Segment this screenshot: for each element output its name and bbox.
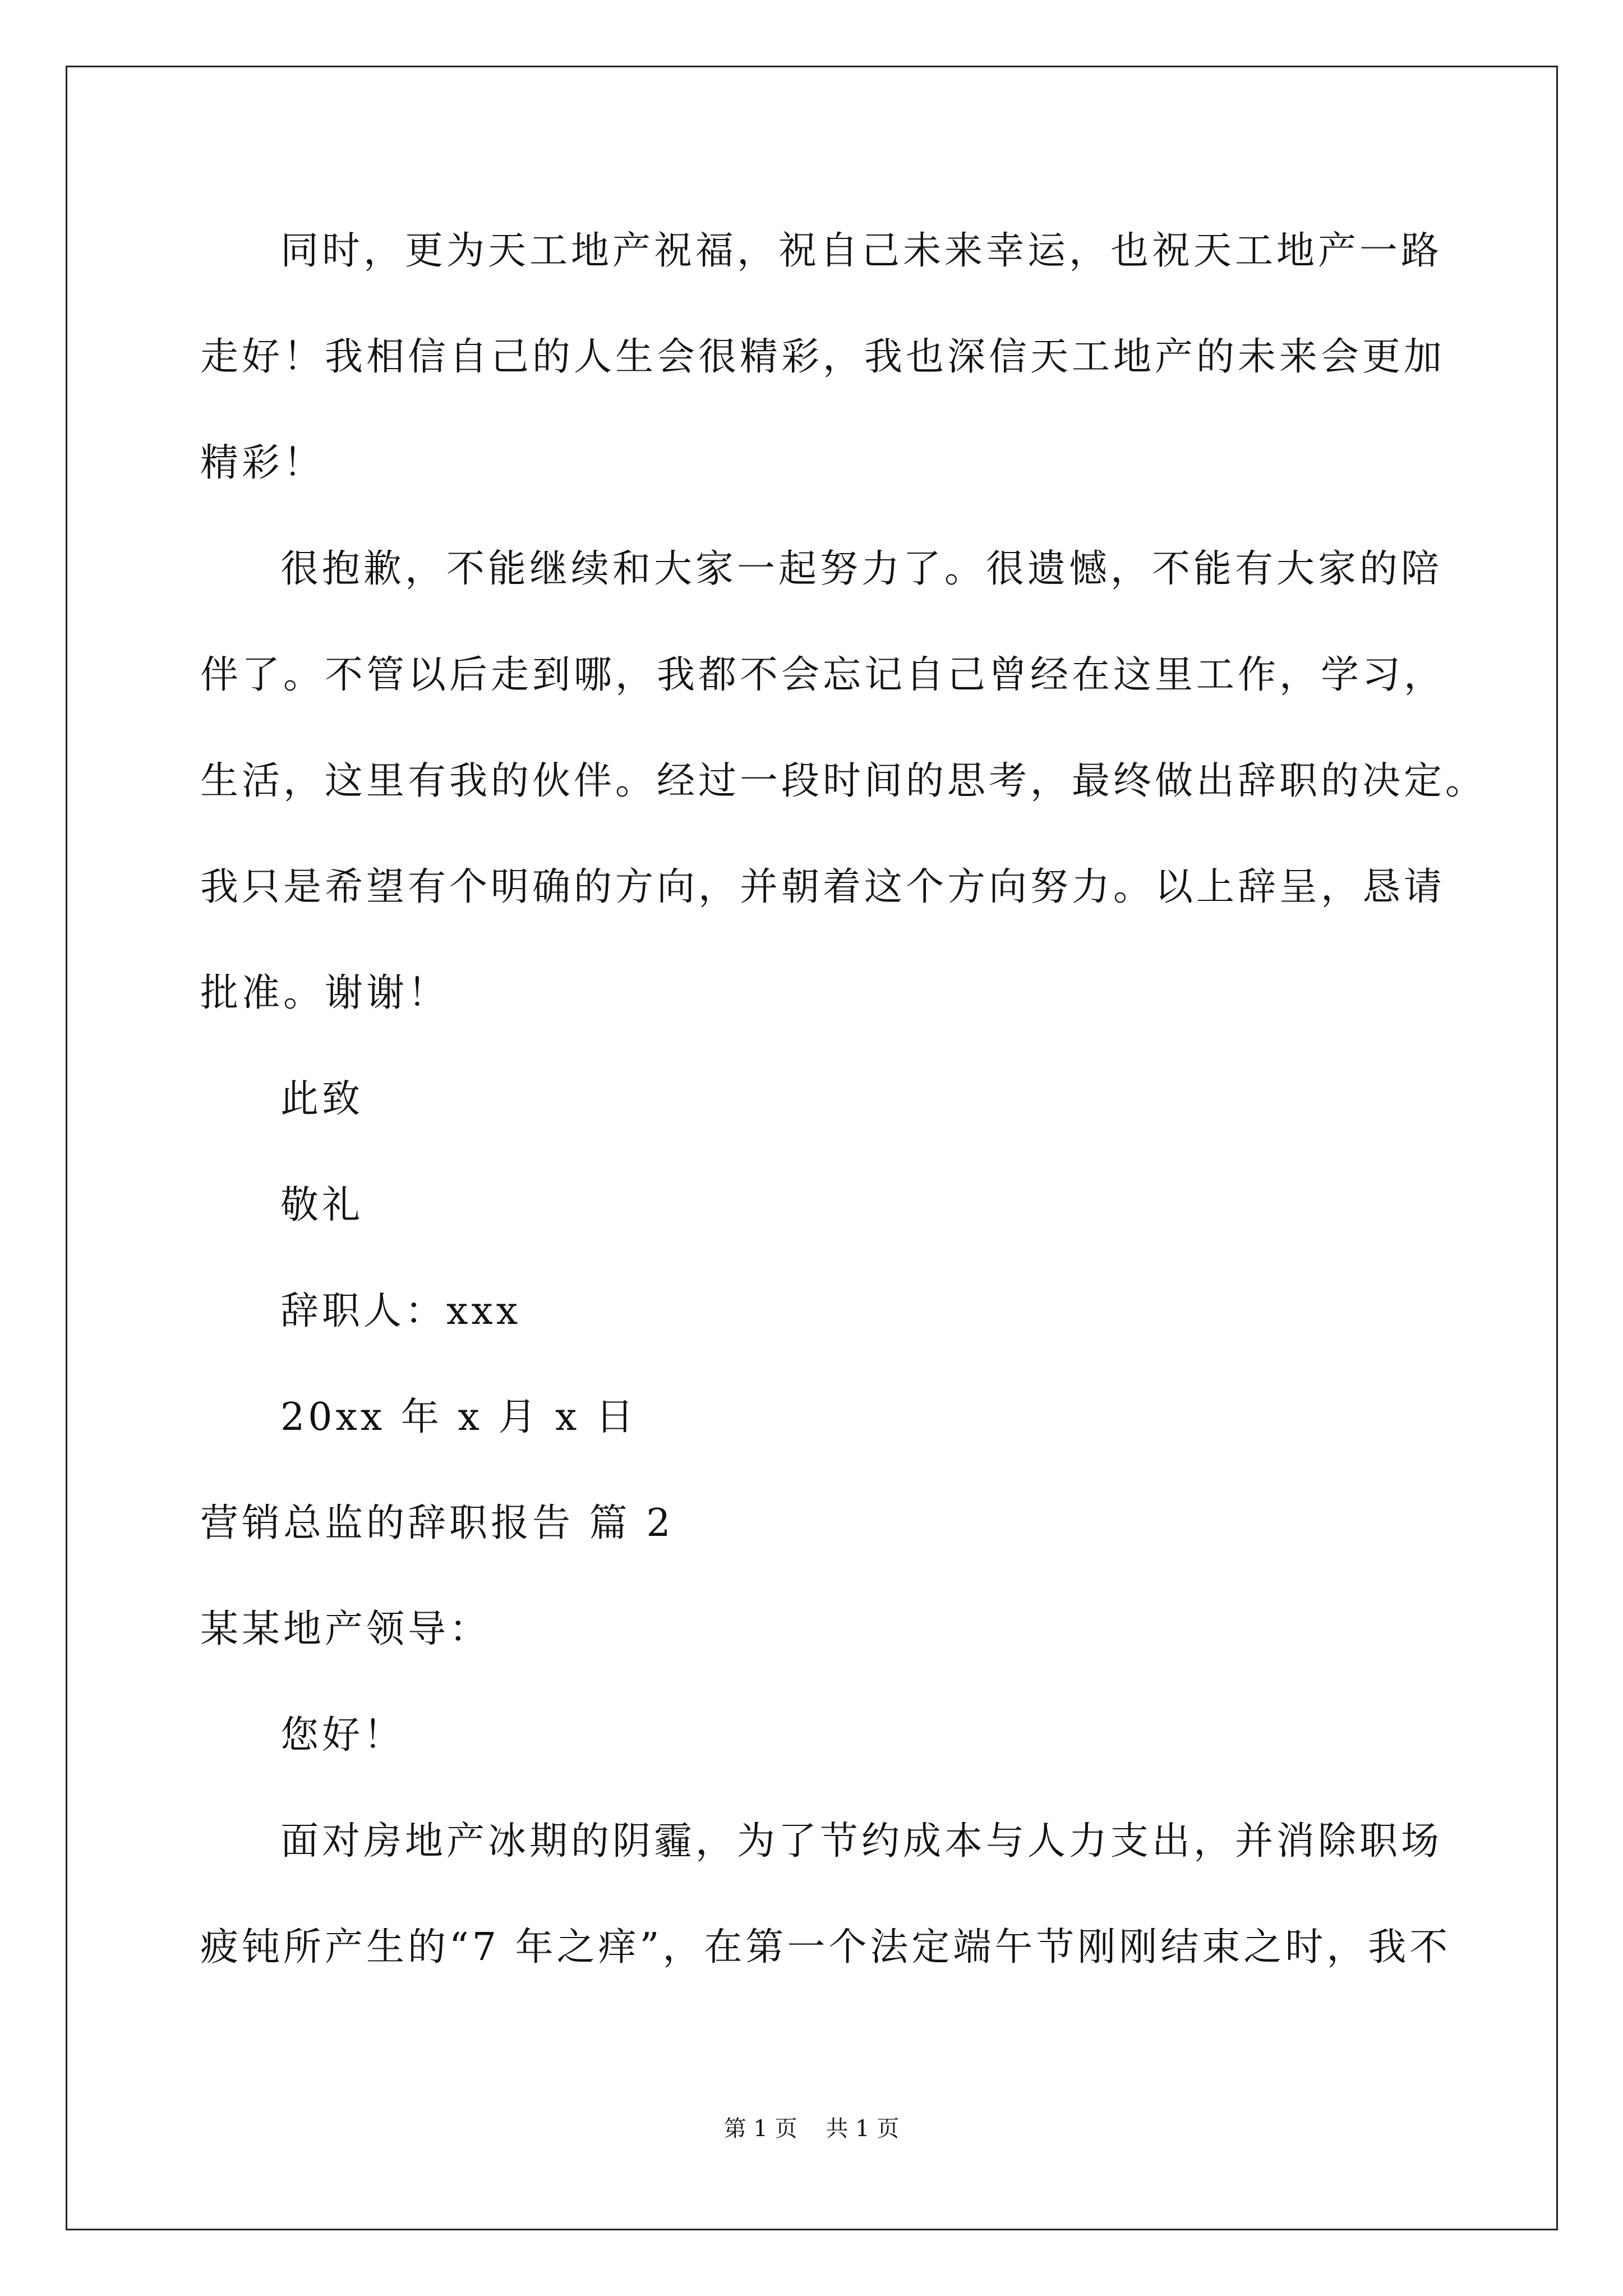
page-footer: 第 1 页 共 1 页 (723, 2116, 900, 2142)
page-border (66, 66, 1558, 2230)
paragraph-line: 批准。谢谢！ (200, 971, 450, 1015)
paragraph-line: 精彩！ (200, 441, 325, 485)
paragraph-line: 很抱歉，不能继续和大家一起努力了。很遗憾，不能有大家的陪 (280, 547, 1443, 591)
paragraph-line: 面对房地产冰期的阴霾，为了节约成本与人力支出，并消除职场 (280, 1819, 1443, 1864)
paragraph-line: 疲钝所产生的“7 年之痒”，在第一个法定端午节刚刚结束之时，我不 (200, 1925, 1451, 1970)
greeting-line: 您好！ (280, 1713, 405, 1757)
section-heading: 营销总监的辞职报告 篇 2 (200, 1501, 674, 1545)
closing-salutation: 此致 (280, 1077, 364, 1121)
paragraph-line: 生活，这里有我的伙伴。经过一段时间的思考，最终做出辞职的决定。 (200, 759, 1487, 803)
recipient-line: 某某地产领导： (200, 1607, 491, 1651)
signature-line: 辞职人：xxx (280, 1289, 522, 1333)
paragraph-line: 同时，更为天工地产祝福，祝自己未来幸运，也祝天工地产一路 (280, 229, 1443, 273)
closing-regards: 敬礼 (280, 1183, 364, 1227)
paragraph-line: 我只是希望有个明确的方向，并朝着这个方向努力。以上辞呈，恳请 (200, 865, 1446, 909)
paragraph-line: 伴了。不管以后走到哪，我都不会忘记自己曾经在这里工作，学习， (200, 653, 1446, 697)
paragraph-line: 走好！我相信自己的人生会很精彩，我也深信天工地产的未来会更加 (200, 335, 1446, 379)
date-line: 20xx 年 x 月 x 日 (280, 1395, 638, 1439)
